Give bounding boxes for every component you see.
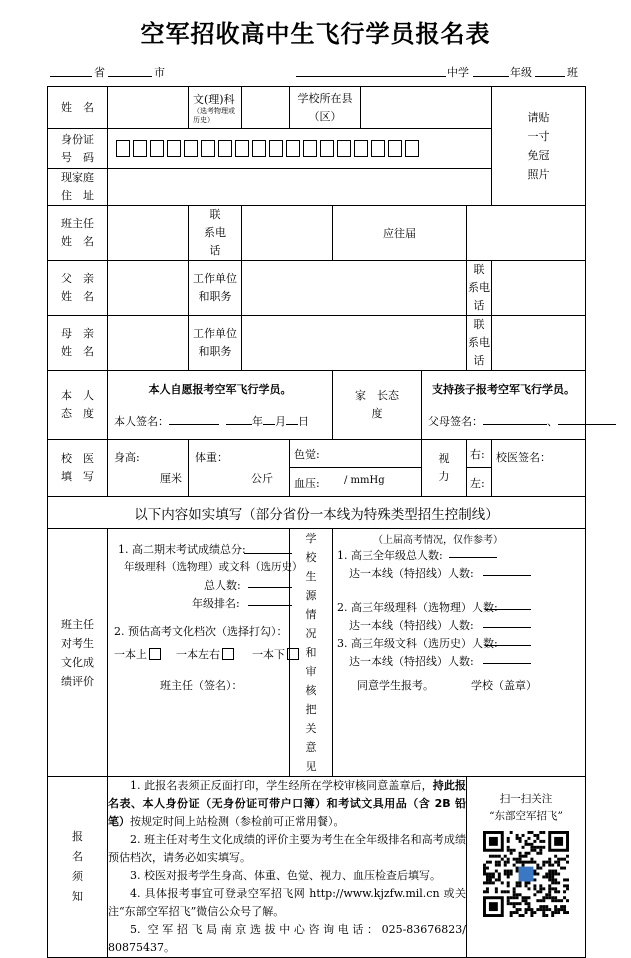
source-line1-blank[interactable] bbox=[449, 557, 497, 558]
parent-attitude-cell[interactable] bbox=[422, 371, 586, 440]
color-bp-cell bbox=[290, 440, 422, 497]
class-blank[interactable] bbox=[535, 64, 565, 77]
parent-sign-blank-1[interactable] bbox=[483, 424, 547, 425]
eval-total-label: 总人数: bbox=[204, 579, 241, 592]
color-vision-label: 色觉: bbox=[294, 448, 320, 461]
kg-unit: 公斤 bbox=[251, 472, 273, 485]
eval-item1: 1. 高二期末考试成绩总分: bbox=[118, 543, 246, 556]
teacher-sign-label: 班主任（签名）： bbox=[160, 679, 243, 692]
year-blank[interactable] bbox=[226, 424, 252, 425]
color-vision-field[interactable] bbox=[290, 440, 421, 468]
qr-scan-text: 扫一扫关注 bbox=[499, 793, 553, 805]
day-label: 日 bbox=[298, 415, 309, 428]
school-county-label: 学校所在县（区） bbox=[290, 87, 361, 129]
qr-cell bbox=[467, 777, 586, 958]
qr-account-text: “东部空军招飞” bbox=[489, 810, 563, 822]
opt-below-checkbox[interactable] bbox=[287, 648, 299, 660]
id-digit-box[interactable] bbox=[218, 140, 232, 157]
id-digit-box[interactable] bbox=[150, 140, 164, 157]
notice-text bbox=[108, 777, 467, 958]
left-eye-field[interactable] bbox=[467, 468, 491, 496]
id-digit-box[interactable] bbox=[303, 140, 317, 157]
id-digit-box[interactable] bbox=[235, 140, 249, 157]
opt-around[interactable] bbox=[176, 646, 234, 662]
source-line3-blank[interactable] bbox=[485, 645, 531, 646]
father-phone-field[interactable] bbox=[492, 261, 586, 316]
id-field[interactable] bbox=[108, 129, 492, 169]
opt-above-checkbox[interactable] bbox=[149, 648, 161, 660]
father-work-field[interactable] bbox=[242, 261, 467, 316]
opt-above-label: 一本上 bbox=[114, 648, 147, 661]
id-digit-box[interactable] bbox=[184, 140, 198, 157]
subject-field[interactable] bbox=[242, 87, 290, 129]
class-label: 班 bbox=[567, 66, 578, 79]
source-line2b-blank[interactable] bbox=[483, 627, 531, 628]
self-sign-blank[interactable] bbox=[169, 424, 219, 425]
self-attitude-cell[interactable] bbox=[108, 371, 333, 440]
day-blank[interactable] bbox=[286, 424, 298, 425]
month-blank[interactable] bbox=[263, 424, 275, 425]
header-line bbox=[0, 64, 631, 82]
self-sign-label: 本人签名： bbox=[114, 415, 169, 428]
id-digit-box[interactable] bbox=[337, 140, 351, 157]
month-label: 月 bbox=[275, 415, 286, 428]
eval-rank-desc: 年级理科（选物理）或文科（选历史） bbox=[124, 561, 303, 573]
section-header: 以下内容如实填写（部分省份一本线为特殊类型招生控制线） bbox=[48, 497, 586, 529]
id-digit-box[interactable] bbox=[388, 140, 402, 157]
id-digit-box[interactable] bbox=[286, 140, 300, 157]
photo-text-4: 照片 bbox=[527, 168, 550, 181]
mother-work-field[interactable] bbox=[242, 316, 467, 371]
eval-total-blank[interactable] bbox=[248, 587, 292, 588]
school-county-field[interactable] bbox=[361, 87, 492, 129]
id-digit-boxes[interactable] bbox=[108, 140, 491, 157]
grade-blank[interactable] bbox=[473, 64, 509, 77]
opt-around-checkbox[interactable] bbox=[222, 648, 234, 660]
height-cell[interactable] bbox=[108, 440, 189, 497]
parent-sign-blank-2[interactable] bbox=[558, 424, 616, 425]
bp-field[interactable] bbox=[290, 468, 421, 496]
vision-cell bbox=[467, 440, 492, 497]
id-digit-box[interactable] bbox=[354, 140, 368, 157]
height-label: 身高: bbox=[114, 451, 140, 464]
source-line2b: 达一本线（特招线）人数: bbox=[349, 619, 474, 632]
teacher-phone-label: 联 系电 话 bbox=[189, 206, 242, 261]
source-line3b-blank[interactable] bbox=[483, 663, 531, 664]
self-attitude-label: 本 人态 度 bbox=[48, 371, 108, 440]
bp-label: 血压: bbox=[294, 477, 320, 490]
right-eye-field[interactable] bbox=[467, 440, 491, 468]
teacher-label: 班主任姓 名 bbox=[48, 206, 108, 261]
city-label: 市 bbox=[154, 66, 165, 79]
address-field[interactable] bbox=[108, 169, 492, 206]
source-line3: 3. 高三年级文科（选历史）人数: bbox=[337, 637, 498, 650]
province-label: 省 bbox=[94, 66, 105, 79]
mother-label: 母 亲姓 名 bbox=[48, 316, 108, 371]
fresh-grad-label: 应往届 bbox=[333, 206, 467, 261]
notice-p5: 5. 空军招飞局南京选拔中心咨询电话：025-83676823/ 80875437。 bbox=[108, 923, 466, 954]
notice-p2: 2. 班主任对考生文化成绩的评价主要为考生在全年级排名和高考成绩预估档次，请务必如实填写。 bbox=[108, 833, 466, 864]
teacher-name-field[interactable] bbox=[108, 206, 189, 261]
city-blank[interactable] bbox=[108, 64, 152, 77]
parent-attitude-label: 家 长态 度 bbox=[333, 371, 422, 440]
eval-label: 班主任对考生文化成绩评价 bbox=[48, 529, 108, 777]
weight-cell[interactable] bbox=[189, 440, 290, 497]
source-line1b: 达一本线（特招线）人数: bbox=[349, 567, 474, 580]
form-title: 空军招收高中生飞行学员报名表 bbox=[140, 20, 491, 48]
source-line1: 1. 高三全年级总人数: bbox=[337, 549, 443, 562]
left-eye-label: 左: bbox=[470, 477, 485, 490]
father-work-label: 工作单位和职务 bbox=[189, 261, 242, 316]
self-statement: 本人自愿报考空军飞行学员。 bbox=[148, 383, 292, 396]
qr-code-icon[interactable] bbox=[483, 831, 569, 917]
vision-label: 视力 bbox=[422, 440, 467, 497]
parent-sign-label: 父母签名： bbox=[428, 415, 483, 428]
school-blank[interactable] bbox=[296, 64, 446, 77]
father-name-field[interactable] bbox=[108, 261, 189, 316]
notice-p3: 3. 校医对报考学生身高、体重、色觉、视力、血压检查后填写。 bbox=[130, 869, 441, 882]
source-seal: 学校（盖章） bbox=[471, 679, 537, 692]
source-line2: 2. 高三年级理科（选物理）人数: bbox=[337, 601, 498, 614]
parent-sign-sep: 、 bbox=[547, 415, 558, 428]
father-phone-label: 联 系电 话 bbox=[467, 261, 492, 316]
grade-label: 年级 bbox=[510, 66, 532, 79]
subject-label: 文(理)科 bbox=[193, 92, 235, 106]
registration-form bbox=[47, 86, 586, 958]
teacher-phone-field[interactable] bbox=[242, 206, 333, 261]
subject-cell bbox=[189, 87, 242, 129]
source-line2-blank[interactable] bbox=[485, 609, 531, 610]
mother-name-field[interactable] bbox=[108, 316, 189, 371]
weight-label: 体重： bbox=[195, 451, 228, 464]
opt-below[interactable] bbox=[252, 646, 299, 662]
notice-label: 报名须知 bbox=[48, 777, 108, 958]
photo-text-1: 请贴 bbox=[527, 111, 550, 124]
doctor-sign-cell[interactable] bbox=[492, 440, 586, 497]
opt-around-label: 一本左右 bbox=[176, 648, 220, 661]
doctor-sign-label: 校医签名： bbox=[496, 451, 552, 464]
source-agree: 同意学生报考。 bbox=[357, 679, 434, 692]
right-eye-label: 右: bbox=[470, 448, 485, 461]
mother-phone-label: 联 系电 话 bbox=[467, 316, 492, 371]
id-digit-box[interactable] bbox=[269, 140, 283, 157]
source-line1b-blank[interactable] bbox=[483, 575, 531, 576]
eval-rank-label: 年级排名: bbox=[192, 597, 240, 610]
notice-p4: 4. 具体报考事宜可登录空军招飞网 http://www.kjzfw.mil.cn 或关注“东部空军招飞”微信公众号了解。 bbox=[108, 887, 466, 918]
father-label: 父 亲姓 名 bbox=[48, 261, 108, 316]
id-digit-box[interactable] bbox=[201, 140, 215, 157]
mother-work-label: 工作单位和职务 bbox=[189, 316, 242, 371]
fresh-grad-field[interactable] bbox=[467, 206, 586, 261]
id-digit-box[interactable] bbox=[405, 140, 419, 157]
doctor-label: 校 医填 写 bbox=[48, 440, 108, 497]
id-label: 身份证号 码 bbox=[48, 129, 108, 169]
source-note: （上届高考情况，仅作参考） bbox=[373, 535, 503, 546]
cm-unit: 厘米 bbox=[160, 472, 182, 485]
notice-p1-bold: 持此报名表、本人身份证（无身份证可带户口簿）和考试文具用品（含 2B 铅笔） bbox=[108, 779, 467, 828]
photo-box[interactable] bbox=[492, 87, 586, 206]
name-label: 姓 名 bbox=[48, 87, 108, 129]
id-digit-box[interactable] bbox=[167, 140, 181, 157]
eval-rank-blank[interactable] bbox=[248, 605, 292, 606]
notice-p1: 1. 此报名表须正反面打印，学生经所在学校审核同意盖章后，持此报名表、本人身份证（无身份证可带户口簿）和考试文具用品（含 2B 铅笔）按规定时间上站检测（参检前可正常用餐）。 bbox=[108, 779, 467, 828]
school-label: 中学 bbox=[447, 66, 469, 79]
photo-text-3: 免冠 bbox=[527, 149, 550, 162]
source-cell[interactable] bbox=[333, 529, 586, 777]
photo-text-2: 一寸 bbox=[527, 130, 550, 143]
opt-below-label: 一本下 bbox=[252, 648, 285, 661]
mother-phone-field[interactable] bbox=[492, 316, 586, 371]
year-label: 年 bbox=[252, 415, 263, 428]
eval-cell[interactable] bbox=[108, 529, 303, 777]
self-sign-line bbox=[114, 413, 309, 429]
eval-total-score-blank[interactable] bbox=[244, 553, 292, 554]
address-label: 现家庭住 址 bbox=[48, 169, 108, 206]
opt-above[interactable] bbox=[114, 646, 161, 662]
name-field[interactable] bbox=[108, 87, 189, 129]
id-digit-box[interactable] bbox=[252, 140, 266, 157]
bp-unit: / mmHg bbox=[344, 475, 385, 486]
source-line3b: 达一本线（特招线）人数: bbox=[349, 655, 474, 668]
eval-item2: 2. 预估高考文化档次（选择打勾）： bbox=[114, 625, 288, 638]
id-digit-box[interactable] bbox=[371, 140, 385, 157]
id-digit-box[interactable] bbox=[133, 140, 147, 157]
subject-note: （选考物理或历史） bbox=[193, 106, 235, 124]
parent-sign-line bbox=[428, 413, 616, 429]
source-label: 学校生源情况和审核把关意见 bbox=[290, 529, 333, 777]
province-blank[interactable] bbox=[50, 64, 92, 77]
id-digit-box[interactable] bbox=[320, 140, 334, 157]
parent-statement: 支持孩子报考空军飞行学员。 bbox=[432, 383, 575, 396]
id-digit-box[interactable] bbox=[116, 140, 130, 157]
